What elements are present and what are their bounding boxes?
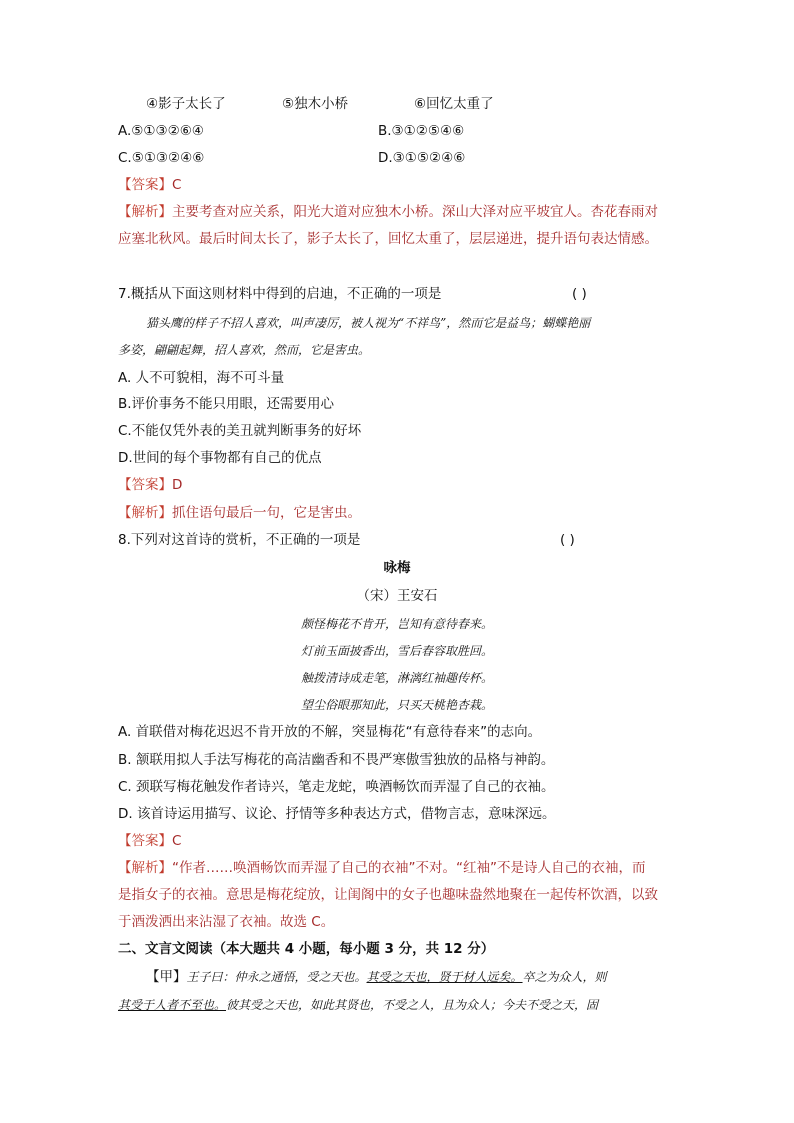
q7-choice-b: B.评价事务不能只用眼，还需要用心 bbox=[118, 396, 335, 412]
q8-paren: ( ) bbox=[560, 532, 575, 548]
q7-choice-c: C.不能仅凭外表的美丑就判断事务的好坏 bbox=[118, 423, 362, 439]
passage-text: 王子曰：仲永之通悟，受之天也。 bbox=[186, 970, 367, 984]
q7-choice-a: A. 人不可貌相，海不可斗量 bbox=[118, 370, 285, 386]
q6-answer bbox=[118, 175, 181, 195]
q7-paren: ( ) bbox=[572, 286, 587, 302]
poem-author: （宋）王安石 bbox=[356, 588, 438, 604]
answer-value: C bbox=[172, 177, 182, 193]
q6-analysis-line-2: 应塞北秋风。最后时间太长了，影子太长了，回忆太重了，层层递进，提升语句表达情感。 bbox=[118, 231, 658, 247]
passage-label: 【甲】 bbox=[146, 969, 187, 985]
q6-analysis-line-1 bbox=[118, 202, 658, 222]
q6-choice-a: A.⑤①③②⑥④ bbox=[118, 123, 204, 139]
section-heading: 二、文言文阅读（本大题共 4 小题，每小题 3 分，共 12 分） bbox=[118, 941, 495, 957]
poem-line-1: 颇怪梅花不肯开，岂知有意待春来。 bbox=[300, 617, 493, 631]
q6-choice-b: B.③①②⑤④⑥ bbox=[378, 123, 465, 139]
passage-line-2 bbox=[118, 995, 598, 1015]
passage-text: 彼其受之天也，如此其贤也，不受之人，且为众人；今夫不受之天，固 bbox=[226, 998, 599, 1012]
answer-value: D bbox=[172, 477, 183, 493]
q7-analysis bbox=[118, 503, 361, 523]
q8-choice-c: C. 颈联写梅花触发作者诗兴，笔走龙蛇，唤酒畅饮而弄湿了自己的衣袖。 bbox=[118, 779, 555, 795]
q8-choice-b: B. 颔联用拟人手法写梅花的高洁幽香和不畏严寒傲雪独放的品格与神韵。 bbox=[118, 752, 555, 768]
passage-line-1 bbox=[146, 967, 607, 987]
q8-choice-d: D. 该首诗运用描写、议论、抒情等多种表达方式，借物言志，意味深远。 bbox=[118, 806, 556, 822]
analysis-label: 【解析】 bbox=[118, 505, 172, 521]
q7-material-line-1: 猫头鹰的样子不招人喜欢，叫声凄厉，被人视为“不祥鸟”，然而它是益鸟；蝴蝶艳丽 bbox=[146, 316, 591, 330]
q8-answer bbox=[118, 831, 181, 851]
q7-material-line-2: 多姿，翩翩起舞，招人喜欢，然而，它是害虫。 bbox=[118, 343, 371, 357]
answer-label: 【答案】 bbox=[118, 177, 172, 193]
q7-question: 7.概括从下面这则材料中得到的启迪，不正确的一项是 bbox=[118, 286, 442, 302]
poem-line-2: 灯前玉面披香出，雪后春容取胜回。 bbox=[300, 644, 493, 658]
poem-line-3: 触拨清诗成走笔，淋漓红袖趣传杯。 bbox=[300, 671, 493, 685]
analysis-text: “作者……唤酒畅饮而弄湿了自己的衣袖”不对。“红袖”不是诗人自己的衣袖，而 bbox=[172, 860, 646, 876]
answer-label: 【答案】 bbox=[118, 477, 172, 493]
passage-text: 卒之为众人，则 bbox=[522, 970, 607, 984]
analysis-text: 主要考查对应关系，阳光大道对应独木小桥。深山大泽对应平坡宜人。杏花春雨对 bbox=[172, 204, 658, 220]
q6-option-6: ⑥回忆太重了 bbox=[414, 96, 494, 112]
q8-analysis-line-3: 于酒泼洒出来沾湿了衣袖。故选 C。 bbox=[118, 914, 335, 930]
poem-title: 咏梅 bbox=[383, 560, 411, 576]
q8-analysis-line-1 bbox=[118, 858, 645, 878]
q8-analysis-line-2: 是指女子的衣袖。意思是梅花绽放，让闺阁中的女子也趣味盎然地聚在一起传杯饮酒，以致 bbox=[118, 887, 658, 903]
passage-underlined-text: 其受于人者不至也。 bbox=[118, 998, 227, 1012]
analysis-label: 【解析】 bbox=[118, 204, 172, 220]
q8-question: 8.下列对这首诗的赏析，不正确的一项是 bbox=[118, 532, 361, 548]
q6-option-5: ⑤独木小桥 bbox=[282, 96, 349, 112]
passage-underlined-text: 其受之天也，贤于材人远矣。 bbox=[366, 970, 523, 984]
answer-label: 【答案】 bbox=[118, 833, 172, 849]
q8-choice-a: A. 首联借对梅花迟迟不肯开放的不解，突显梅花“有意待春来”的志向。 bbox=[118, 724, 542, 740]
q6-choice-d: D.③①⑤②④⑥ bbox=[378, 150, 466, 166]
q7-choice-d: D.世间的每个事物都有自己的优点 bbox=[118, 450, 322, 466]
analysis-text: 抓住语句最后一句，它是害虫。 bbox=[172, 505, 361, 521]
poem-line-4: 望尘俗眼那知此，只买天桃艳杏栽。 bbox=[300, 698, 493, 712]
analysis-label: 【解析】 bbox=[118, 860, 172, 876]
answer-value: C bbox=[172, 833, 182, 849]
q6-option-4: ④影子太长了 bbox=[146, 96, 226, 112]
q7-answer bbox=[118, 475, 182, 495]
q6-choice-c: C.⑤①③②④⑥ bbox=[118, 150, 205, 166]
